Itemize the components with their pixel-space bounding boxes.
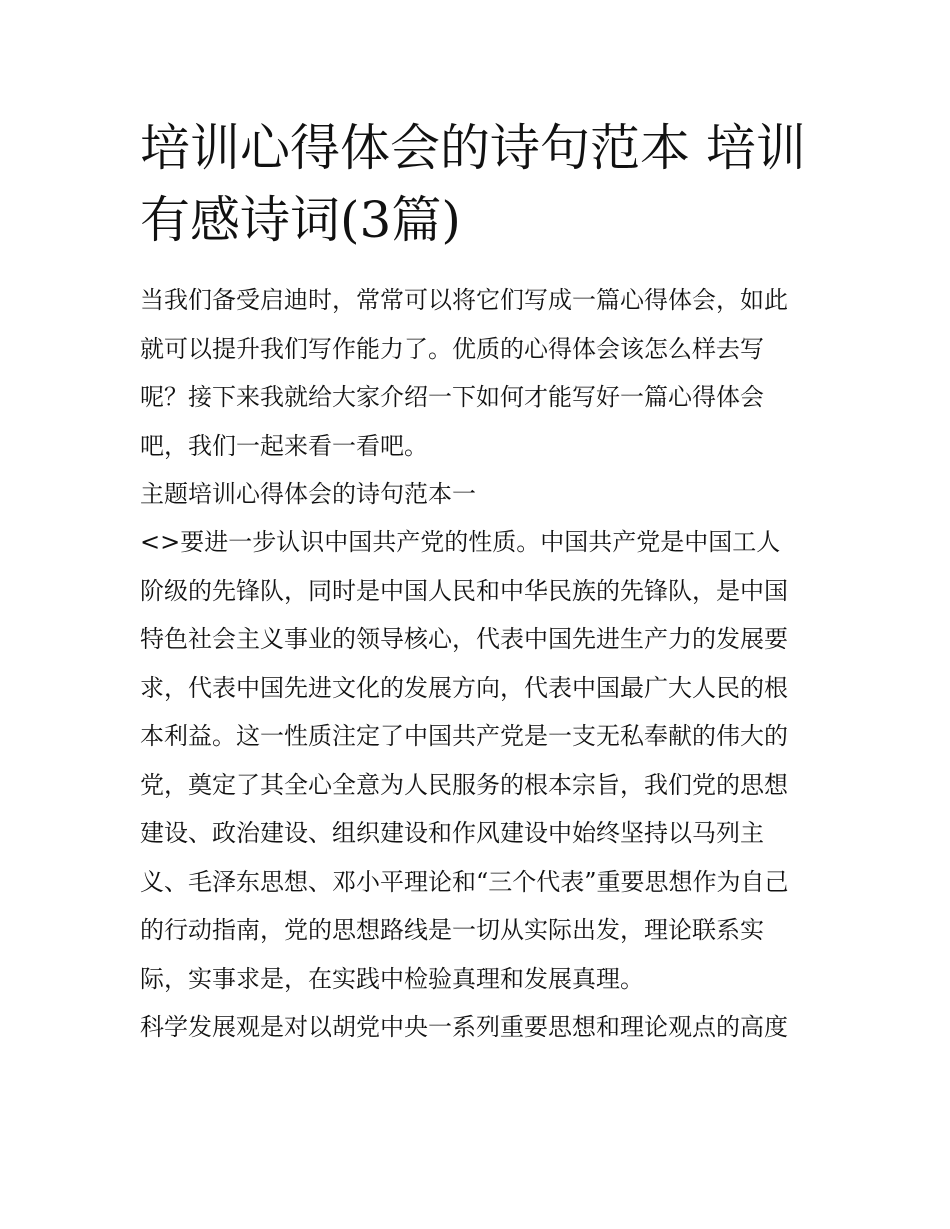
paragraph1-line-6: 党，奠定了其全心全意为人民服务的根本宗旨，我们党的思想 xyxy=(140,770,788,799)
intro-line-4: 吧，我们一起来看一看吧。 xyxy=(140,431,428,460)
paragraph2-line-1: 科学发展观是对以胡党中央一系列重要思想和理论观点的高度 xyxy=(140,1013,788,1041)
paragraph1-line-2: 阶级的先锋队，同时是中国人民和中华民族的先锋队，是中国 xyxy=(140,576,788,605)
paragraph1-line-3: 特色社会主义事业的领导核心，代表中国先进生产力的发展要 xyxy=(140,625,788,653)
section-heading: 主题培训心得体会的诗句范本一 xyxy=(140,480,476,508)
paragraph1-line-7: 建设、政治建设、组织建设和作风建设中始终坚持以马列主 xyxy=(140,819,764,847)
title-line-1: 培训心得体会的诗句范本 培训 xyxy=(140,119,806,177)
paragraph1-line-4: 求，代表中国先进文化的发展方向，代表中国最广大人民的根 xyxy=(140,673,788,702)
paragraph1-line-10: 际，实事求是，在实践中检验真理和发展真理。 xyxy=(140,964,644,993)
paragraph1-line-5: 本利益。这一性质注定了中国共产党是一支无私奉献的伟大的 xyxy=(140,722,788,750)
paragraph1-line-8: 义、毛泽东思想、邓小平理论和“三个代表”重要思想作为自己 xyxy=(140,867,789,896)
paragraph-2 xyxy=(140,1003,830,1052)
intro-paragraph xyxy=(140,276,830,470)
intro-line-3: 呢？接下来我就给大家介绍一下如何才能写好一篇心得体会 xyxy=(140,383,764,411)
paragraph1-line-1: <>要进一步认识中国共产党的性质。中国共产党是中国工人 xyxy=(140,528,781,556)
title-line-2: 有感诗词(3篇) xyxy=(140,191,461,249)
intro-line-2: 就可以提升我们写作能力了。优质的心得体会该怎么样去写 xyxy=(140,334,764,363)
paragraph-1 xyxy=(140,518,830,1003)
document-title xyxy=(140,112,820,256)
document-body xyxy=(140,276,830,1052)
paragraph1-line-9: 的行动指南，党的思想路线是一切从实际出发，理论联系实 xyxy=(140,916,764,944)
intro-line-1: 当我们备受启迪时，常常可以将它们写成一篇心得体会，如此 xyxy=(140,286,788,314)
